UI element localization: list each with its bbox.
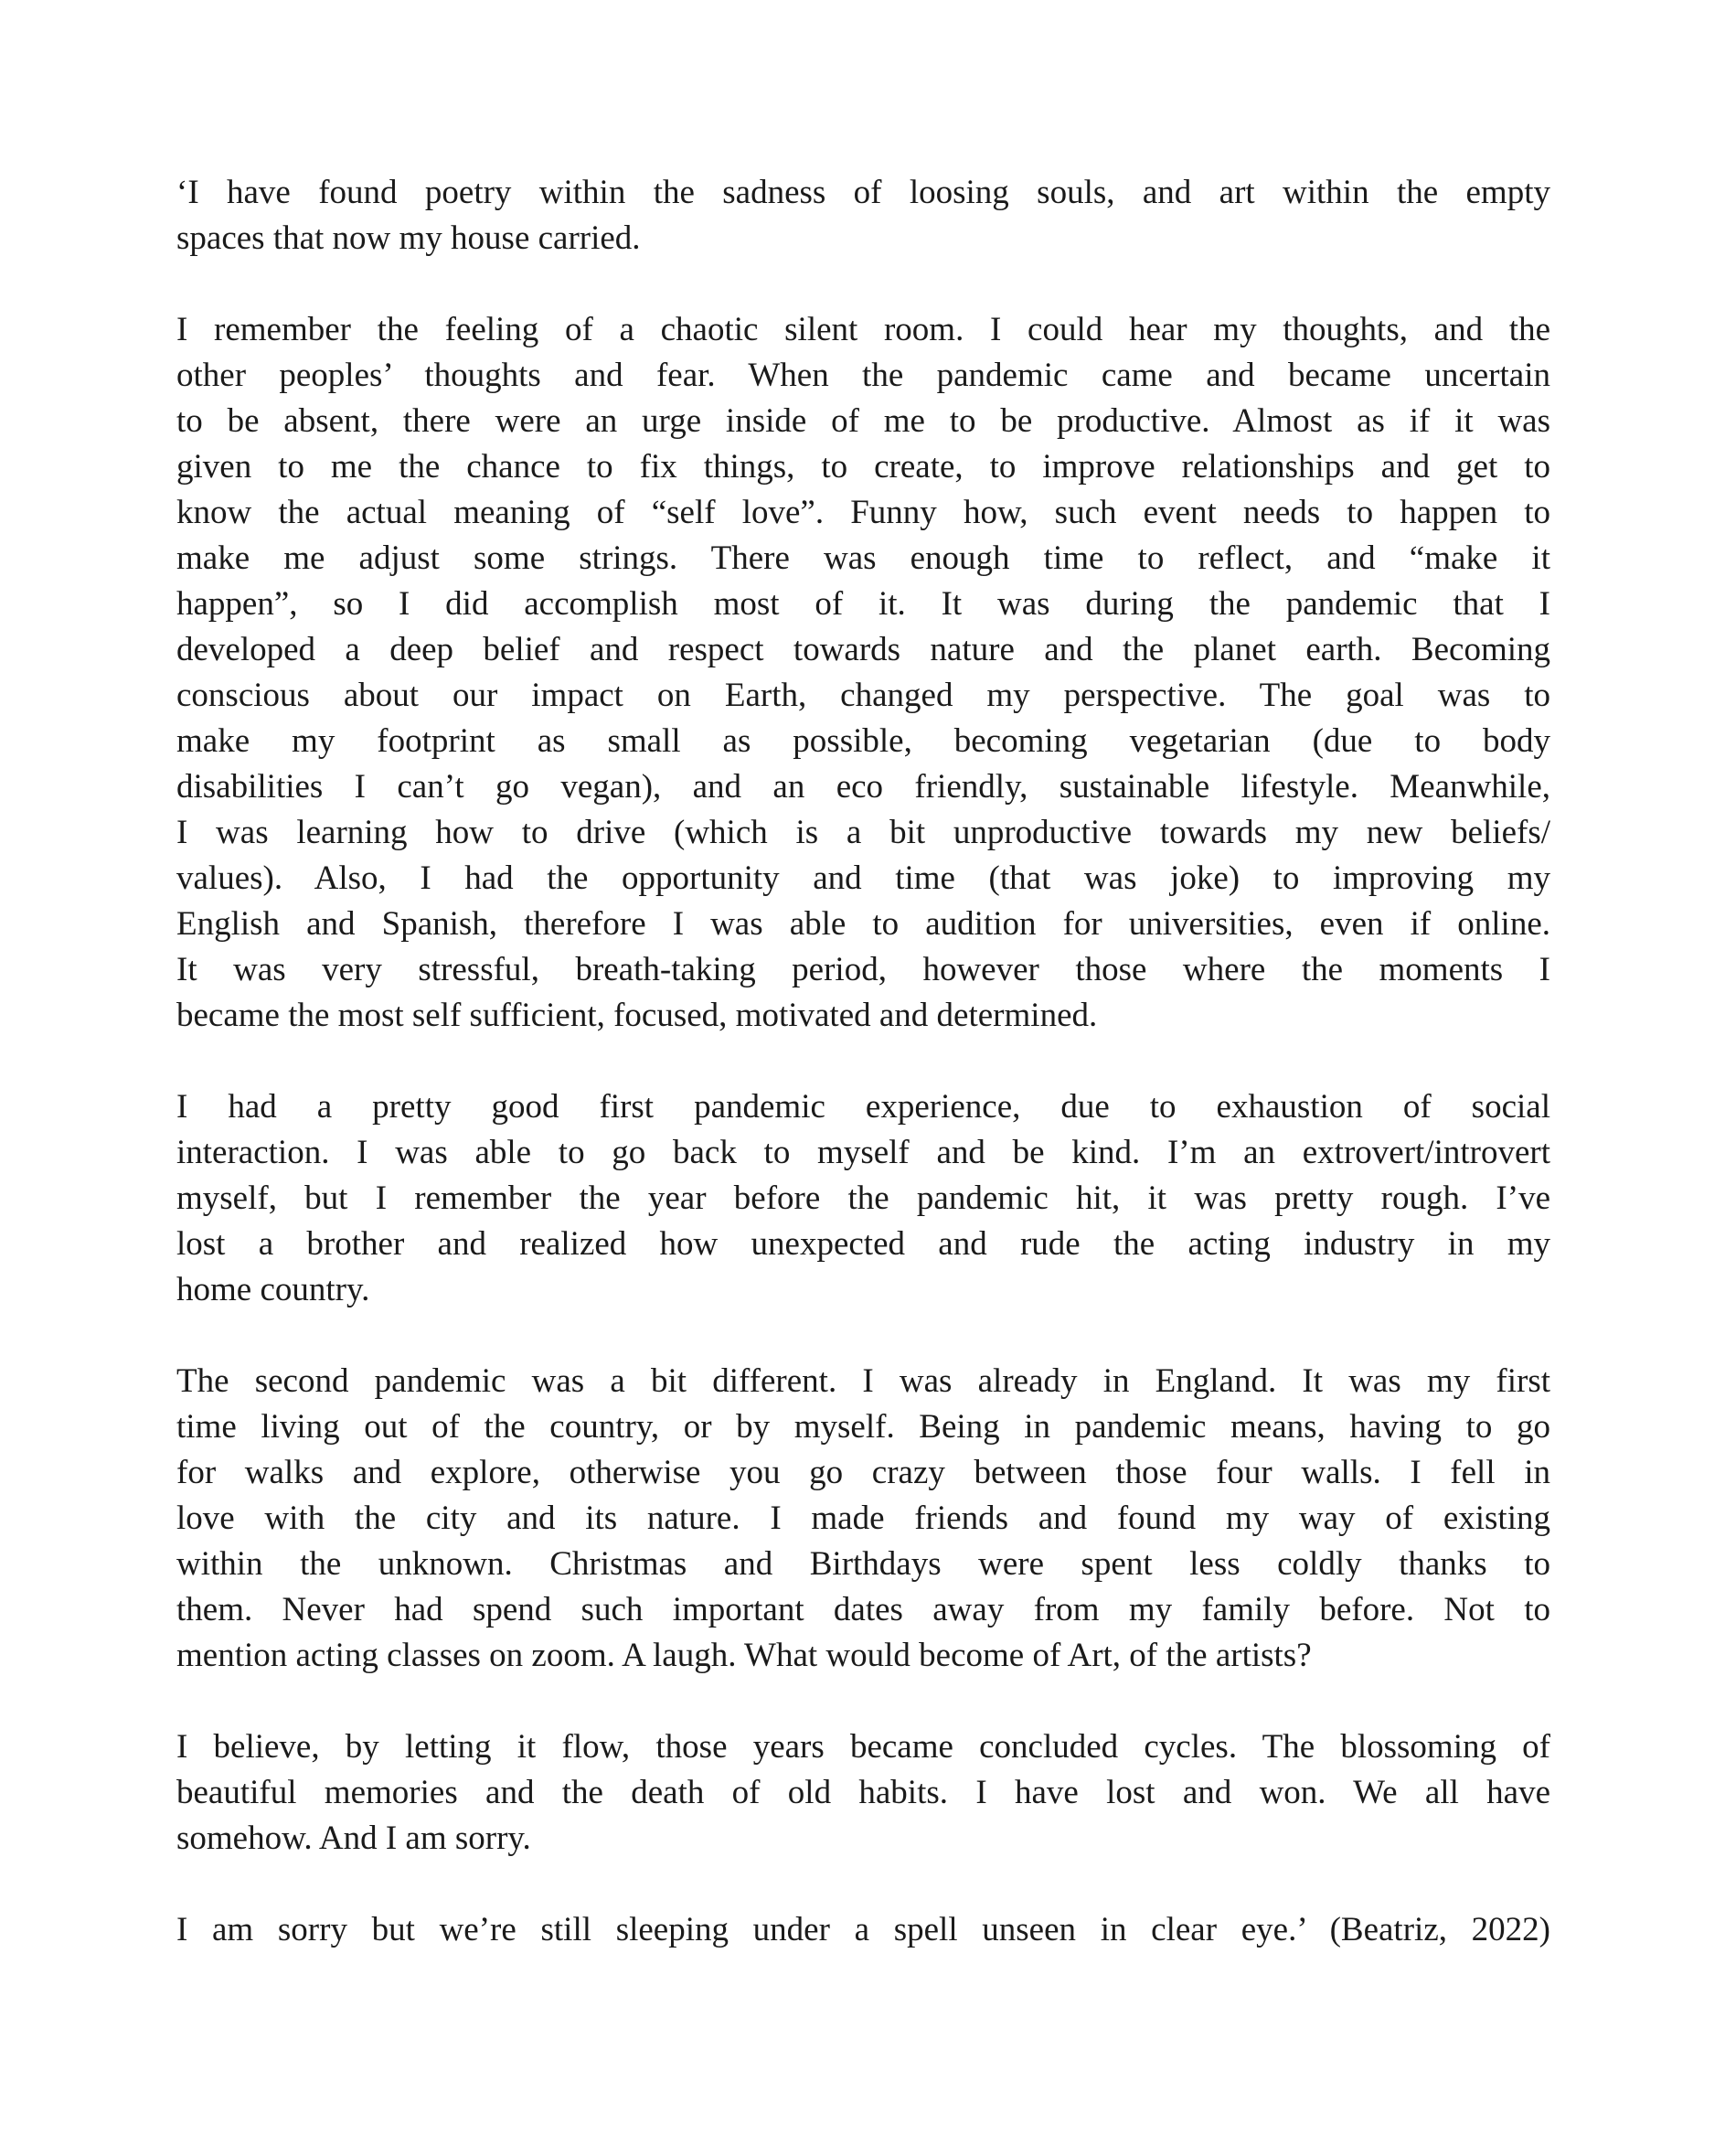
text-line: disabilities I can’t go vegan), and an eco friendly, sustainable lifestyle. Meanwhile, — [176, 768, 1550, 806]
text-line: The second pandemic was a bit different. I was already in England. It was my first — [176, 1362, 1550, 1400]
text-line: interaction. I was able to go back to myself and be kind. I’m an extrovert/introvert — [176, 1134, 1550, 1171]
text-line: to be absent, there were an urge inside of me to be productive. Almost as if it was — [176, 402, 1550, 440]
text-line: love with the city and its nature. I made friends and found my way of existing — [176, 1500, 1550, 1537]
text-line: I was learning how to drive (which is a bit unproductive towards my new beliefs/ — [176, 814, 1550, 851]
paragraph — [176, 1724, 1550, 1862]
text-line: know the actual meaning of “self love”. Funny how, such event needs to happen to — [176, 494, 1550, 531]
paragraph — [176, 307, 1550, 1039]
text-line: became the most self sufficient, focused, motivated and determined. — [176, 997, 1098, 1034]
text-line: make me adjust some strings. There was enough time to reflect, and “make it — [176, 539, 1550, 577]
text-line: developed a deep belief and respect towards nature and the planet earth. Becoming — [176, 631, 1550, 668]
text-line: lost a brother and realized how unexpected and rude the acting industry in my — [176, 1225, 1550, 1263]
text-line: I remember the feeling of a chaotic silent room. I could hear my thoughts, and the — [176, 311, 1550, 348]
text-line: given to me the chance to fix things, to create, to improve relationships and get to — [176, 448, 1550, 486]
text-line: for walks and explore, otherwise you go crazy between those four walls. I fell in — [176, 1454, 1550, 1491]
paragraph — [176, 1359, 1550, 1679]
text-line: time living out of the country, or by myself. Being in pandemic means, having to go — [176, 1408, 1550, 1446]
paragraph — [176, 1907, 1550, 1953]
paragraph — [176, 170, 1550, 261]
text-line: happen”, so I did accomplish most of it. It was during the pandemic that I — [176, 585, 1550, 623]
text-line: home country. — [176, 1271, 370, 1308]
text-line: conscious about our impact on Earth, changed my perspective. The goal was to — [176, 677, 1550, 714]
text-line: I believe, by letting it flow, those years became concluded cycles. The blossoming of — [176, 1728, 1550, 1766]
text-line: beautiful memories and the death of old habits. I have lost and won. We all have — [176, 1774, 1550, 1811]
text-line: ‘I have found poetry within the sadness of loosing souls, and art within the empty — [176, 174, 1550, 211]
text-line: I am sorry but we’re still sleeping under a spell unseen in clear eye.’ (Beatriz, 2022) — [176, 1911, 1550, 1948]
text-line: them. Never had spend such important dates away from my family before. Not to — [176, 1591, 1550, 1628]
text-line: make my footprint as small as possible, becoming vegetarian (due to body — [176, 722, 1550, 760]
text-line: within the unknown. Christmas and Birthdays were spent less coldly thanks to — [176, 1545, 1550, 1583]
text-line: It was very stressful, breath-taking period, however those where the moments I — [176, 951, 1550, 988]
text-line: spaces that now my house carried. — [176, 219, 641, 257]
text-line: somehow. And I am sorry. — [176, 1820, 531, 1857]
document-body — [176, 170, 1550, 1999]
text-line: myself, but I remember the year before the pandemic hit, it was pretty rough. I’ve — [176, 1179, 1550, 1217]
text-line: values). Also, I had the opportunity and time (that was joke) to improving my — [176, 859, 1550, 897]
paragraph — [176, 1084, 1550, 1313]
text-line: English and Spanish, therefore I was able to audition for universities, even if online. — [176, 905, 1550, 943]
text-line: other peoples’ thoughts and fear. When the pandemic came and became uncertain — [176, 357, 1550, 394]
text-line: mention acting classes on zoom. A laugh. What would become of Art, of the artists? — [176, 1637, 1312, 1674]
text-line: I had a pretty good first pandemic experience, due to exhaustion of social — [176, 1088, 1550, 1126]
